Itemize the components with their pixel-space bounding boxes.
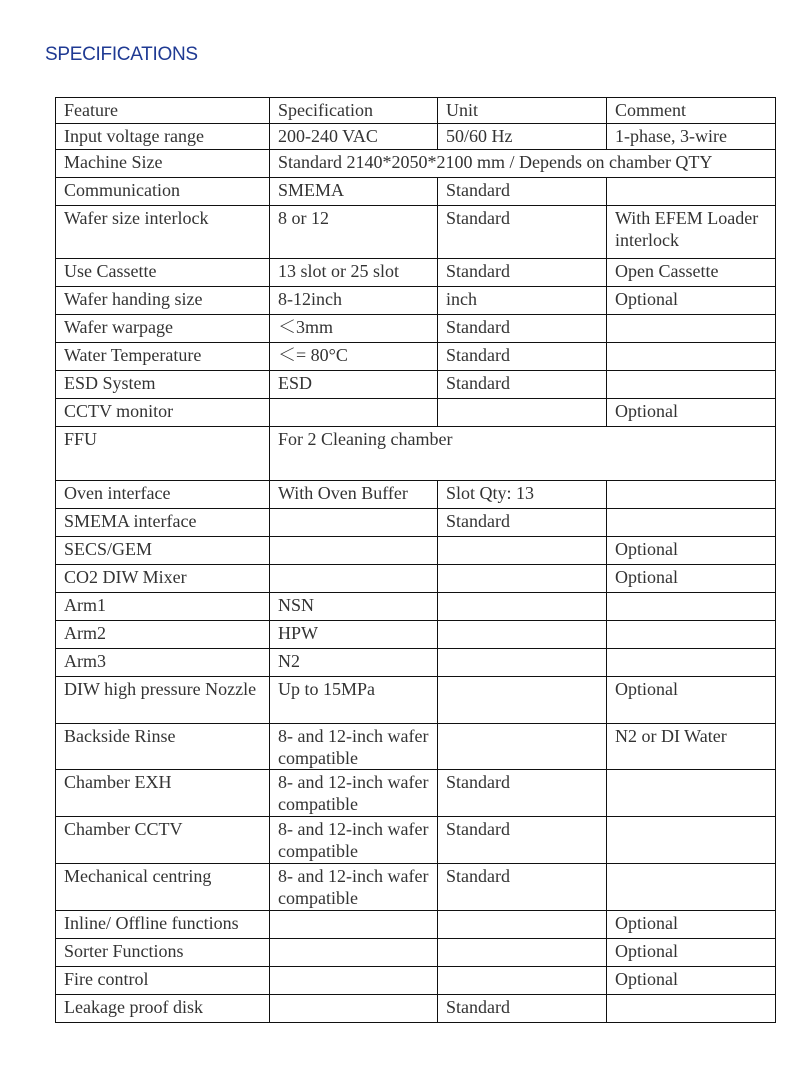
cell-unit: Standard bbox=[438, 995, 607, 1023]
cell-unit bbox=[438, 939, 607, 967]
cell-feature: SMEMA interface bbox=[56, 509, 270, 537]
cell-comment: Open Cassette bbox=[607, 259, 776, 287]
cell-unit: Standard bbox=[438, 259, 607, 287]
cell-specification: 200-240 VAC bbox=[270, 124, 438, 150]
table-row bbox=[56, 315, 776, 343]
cell-feature: SECS/GEM bbox=[56, 537, 270, 565]
cell-comment: 1-phase, 3-wire bbox=[607, 124, 776, 150]
table-row bbox=[56, 178, 776, 206]
cell-comment: Optional bbox=[607, 967, 776, 995]
header-specification: Specification bbox=[270, 98, 438, 124]
table-row bbox=[56, 343, 776, 371]
cell-specification: 8 or 12 bbox=[270, 206, 438, 259]
cell-comment: With EFEM Loader interlock bbox=[607, 206, 776, 259]
cell-comment bbox=[607, 371, 776, 399]
cell-unit bbox=[438, 621, 607, 649]
cell-feature: Arm1 bbox=[56, 593, 270, 621]
cell-merged-spec: For 2 Cleaning chamber bbox=[270, 427, 776, 481]
cell-unit bbox=[438, 649, 607, 677]
cell-feature: Communication bbox=[56, 178, 270, 206]
cell-comment bbox=[607, 649, 776, 677]
cell-feature: CCTV monitor bbox=[56, 399, 270, 427]
table-row bbox=[56, 593, 776, 621]
cell-specification: SMEMA bbox=[270, 178, 438, 206]
table-row bbox=[56, 399, 776, 427]
cell-feature: Input voltage range bbox=[56, 124, 270, 150]
cell-unit bbox=[438, 724, 607, 770]
cell-comment: Optional bbox=[607, 565, 776, 593]
cell-comment: Optional bbox=[607, 939, 776, 967]
cell-comment bbox=[607, 770, 776, 817]
cell-specification: 8- and 12-inch wafer compatible bbox=[270, 864, 438, 911]
cell-comment bbox=[607, 509, 776, 537]
cell-feature: ESD System bbox=[56, 371, 270, 399]
cell-comment bbox=[607, 864, 776, 911]
table-row bbox=[56, 150, 776, 178]
cell-specification: 8- and 12-inch wafer compatible bbox=[270, 770, 438, 817]
header-unit: Unit bbox=[438, 98, 607, 124]
cell-specification: With Oven Buffer bbox=[270, 481, 438, 509]
table-row bbox=[56, 817, 776, 864]
cell-comment: Optional bbox=[607, 287, 776, 315]
header-feature: Feature bbox=[56, 98, 270, 124]
cell-specification: 8- and 12-inch wafer compatible bbox=[270, 817, 438, 864]
cell-unit bbox=[438, 593, 607, 621]
cell-unit: Standard bbox=[438, 343, 607, 371]
cell-specification bbox=[270, 399, 438, 427]
cell-unit bbox=[438, 537, 607, 565]
cell-specification: 13 slot or 25 slot bbox=[270, 259, 438, 287]
cell-unit: Standard bbox=[438, 178, 607, 206]
cell-unit bbox=[438, 967, 607, 995]
table-header-row bbox=[56, 98, 776, 124]
cell-feature: Chamber CCTV bbox=[56, 817, 270, 864]
cell-feature: Sorter Functions bbox=[56, 939, 270, 967]
cell-comment: Optional bbox=[607, 399, 776, 427]
cell-unit: 50/60 Hz bbox=[438, 124, 607, 150]
table-row bbox=[56, 509, 776, 537]
table-row bbox=[56, 724, 776, 770]
cell-specification bbox=[270, 911, 438, 939]
cell-specification: ＜= 80°C bbox=[270, 343, 438, 371]
cell-feature: Machine Size bbox=[56, 150, 270, 178]
cell-specification bbox=[270, 537, 438, 565]
cell-feature: Wafer handing size bbox=[56, 287, 270, 315]
cell-specification bbox=[270, 967, 438, 995]
header-comment: Comment bbox=[607, 98, 776, 124]
cell-comment bbox=[607, 995, 776, 1023]
cell-feature: Backside Rinse bbox=[56, 724, 270, 770]
cell-feature: Leakage proof disk bbox=[56, 995, 270, 1023]
cell-feature: Arm3 bbox=[56, 649, 270, 677]
cell-specification bbox=[270, 939, 438, 967]
cell-feature: Oven interface bbox=[56, 481, 270, 509]
table-row bbox=[56, 677, 776, 724]
table-row bbox=[56, 967, 776, 995]
cell-unit bbox=[438, 565, 607, 593]
cell-feature: Use Cassette bbox=[56, 259, 270, 287]
cell-feature: Arm2 bbox=[56, 621, 270, 649]
cell-feature: Wafer size interlock bbox=[56, 206, 270, 259]
cell-feature: Inline/ Offline functions bbox=[56, 911, 270, 939]
table-row bbox=[56, 206, 776, 259]
cell-feature: Chamber EXH bbox=[56, 770, 270, 817]
cell-comment bbox=[607, 178, 776, 206]
cell-unit bbox=[438, 911, 607, 939]
table-row bbox=[56, 427, 776, 481]
table-row bbox=[56, 124, 776, 150]
cell-comment bbox=[607, 593, 776, 621]
cell-comment bbox=[607, 621, 776, 649]
cell-specification: N2 bbox=[270, 649, 438, 677]
page-title: SPECIFICATIONS bbox=[45, 44, 198, 65]
cell-comment bbox=[607, 343, 776, 371]
cell-specification bbox=[270, 995, 438, 1023]
cell-unit: Standard bbox=[438, 864, 607, 911]
cell-unit: Standard bbox=[438, 770, 607, 817]
table-row bbox=[56, 371, 776, 399]
table-row bbox=[56, 649, 776, 677]
cell-comment: Optional bbox=[607, 537, 776, 565]
cell-comment bbox=[607, 481, 776, 509]
cell-specification bbox=[270, 565, 438, 593]
cell-feature: DIW high pressure Nozzle bbox=[56, 677, 270, 724]
table-row bbox=[56, 864, 776, 911]
cell-unit: Standard bbox=[438, 371, 607, 399]
cell-specification: HPW bbox=[270, 621, 438, 649]
cell-specification: Up to 15MPa bbox=[270, 677, 438, 724]
cell-specification: 8- and 12-inch wafer compatible bbox=[270, 724, 438, 770]
cell-comment: Optional bbox=[607, 911, 776, 939]
table-row bbox=[56, 939, 776, 967]
cell-comment bbox=[607, 315, 776, 343]
cell-unit: inch bbox=[438, 287, 607, 315]
table-row bbox=[56, 770, 776, 817]
cell-feature: Water Temperature bbox=[56, 343, 270, 371]
cell-unit: Slot Qty: 13 bbox=[438, 481, 607, 509]
table-row bbox=[56, 481, 776, 509]
cell-specification: NSN bbox=[270, 593, 438, 621]
cell-merged-spec: Standard 2140*2050*2100 mm / Depends on chamber QTY bbox=[270, 150, 776, 178]
cell-feature: CO2 DIW Mixer bbox=[56, 565, 270, 593]
cell-specification: ＜3mm bbox=[270, 315, 438, 343]
table-row bbox=[56, 537, 776, 565]
table-row bbox=[56, 259, 776, 287]
cell-specification bbox=[270, 509, 438, 537]
cell-unit bbox=[438, 399, 607, 427]
table-row bbox=[56, 995, 776, 1023]
table-row bbox=[56, 565, 776, 593]
cell-specification: ESD bbox=[270, 371, 438, 399]
cell-feature: FFU bbox=[56, 427, 270, 481]
cell-feature: Mechanical centring bbox=[56, 864, 270, 911]
cell-feature: Wafer warpage bbox=[56, 315, 270, 343]
cell-unit: Standard bbox=[438, 817, 607, 864]
cell-unit: Standard bbox=[438, 315, 607, 343]
cell-specification: 8-12inch bbox=[270, 287, 438, 315]
cell-unit: Standard bbox=[438, 509, 607, 537]
cell-unit: Standard bbox=[438, 206, 607, 259]
cell-comment bbox=[607, 817, 776, 864]
table-row bbox=[56, 287, 776, 315]
table-row bbox=[56, 621, 776, 649]
cell-comment: Optional bbox=[607, 677, 776, 724]
cell-feature: Fire control bbox=[56, 967, 270, 995]
specifications-table bbox=[55, 97, 776, 1023]
table-row bbox=[56, 911, 776, 939]
cell-unit bbox=[438, 677, 607, 724]
cell-comment: N2 or DI Water bbox=[607, 724, 776, 770]
